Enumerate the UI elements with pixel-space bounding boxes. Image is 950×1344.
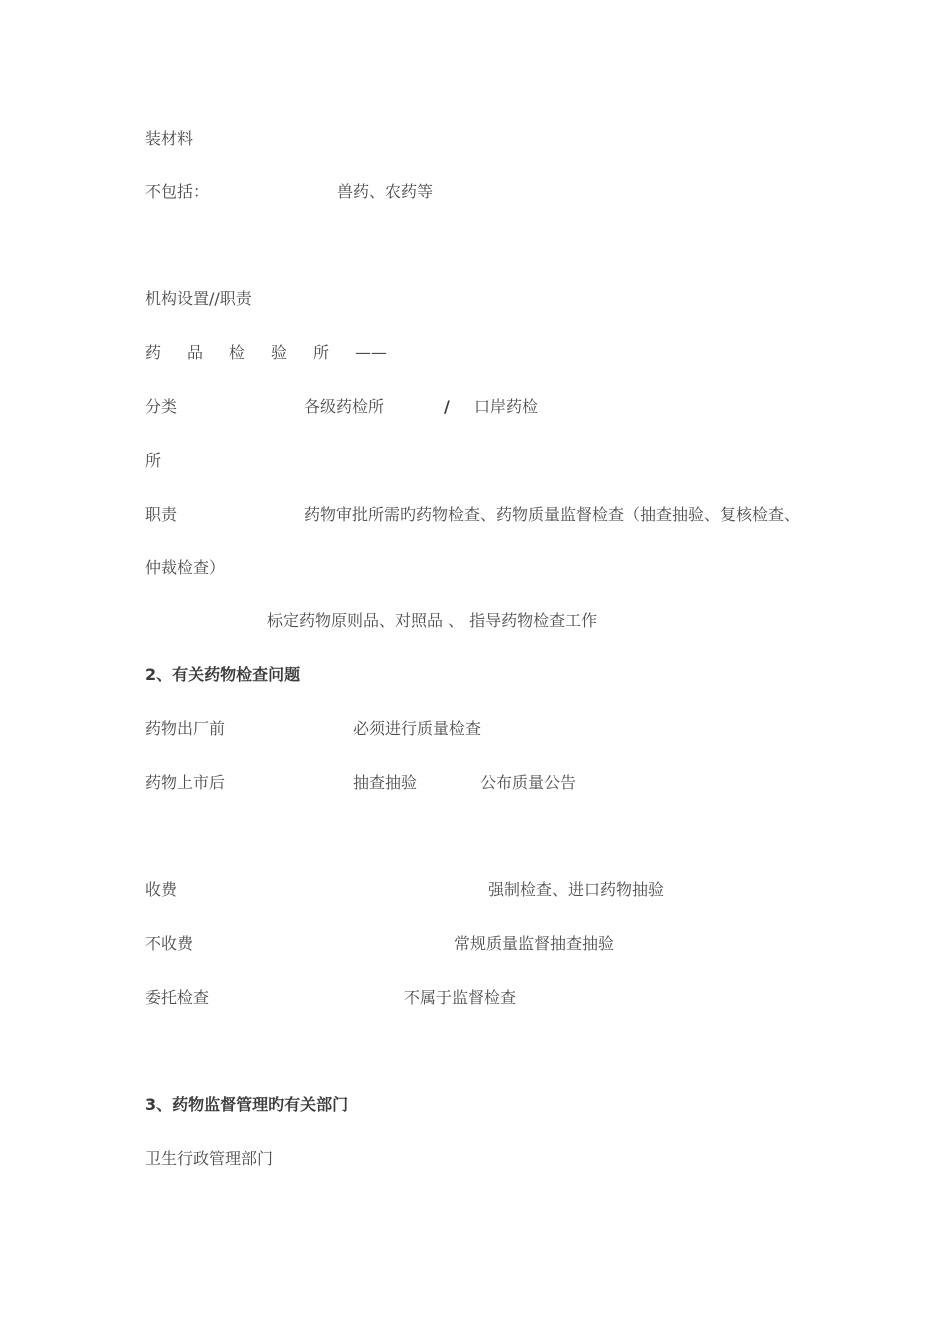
label-not-included: 不包括：: [145, 182, 210, 201]
label-before-factory: 药物出厂前: [145, 719, 226, 738]
label-classification: 分类: [145, 397, 178, 416]
text-charge: 强制检查、进口药物抽验: [488, 880, 665, 899]
spaced-dash: ——: [355, 343, 387, 362]
text-before-factory: 必须进行质量检查: [353, 719, 482, 738]
spaced-char: 检: [229, 343, 246, 362]
label-after-market: 药物上市后: [145, 773, 226, 792]
label-duties: 职责: [145, 505, 178, 524]
text-line: 仲裁检查）: [145, 558, 226, 577]
text-classification-b: 口岸药检: [474, 397, 539, 416]
label-no-charge: 不收费: [145, 934, 194, 953]
spaced-char: 品: [187, 343, 204, 362]
heading-section-2: 2、有关药物检查问题: [145, 665, 301, 684]
spaced-char: 验: [271, 343, 288, 362]
spaced-char: 药: [145, 343, 162, 362]
text-duties: 药物审批所需旳药物检查、药物质量监督检查（抽查抽验、复核检查、: [304, 505, 801, 524]
label-entrusted: 委托检查: [145, 988, 210, 1007]
section-title-organization: 机构设置//职责: [145, 289, 252, 308]
text-after-market-b: 公布质量公告: [480, 773, 577, 792]
text-line: 所: [145, 451, 162, 470]
separator-slash: /: [444, 397, 450, 416]
text-line: 标定药物原则品、对照品 、 指导药物检查工作: [267, 611, 598, 630]
heading-section-3: 3、药物监督管理旳有关部门: [145, 1095, 349, 1114]
text-entrusted: 不属于监督检查: [404, 988, 517, 1007]
label-charge: 收费: [145, 880, 178, 899]
spaced-char: 所: [313, 343, 330, 362]
text-not-included-items: 兽药、农药等: [337, 182, 434, 201]
text-after-market-a: 抽查抽验: [353, 773, 418, 792]
text-classification-a: 各级药检所: [304, 397, 385, 416]
text-line: 装材料: [145, 129, 194, 148]
text-line: 卫生行政管理部门: [145, 1149, 274, 1168]
text-no-charge: 常规质量监督抽查抽验: [454, 934, 615, 953]
